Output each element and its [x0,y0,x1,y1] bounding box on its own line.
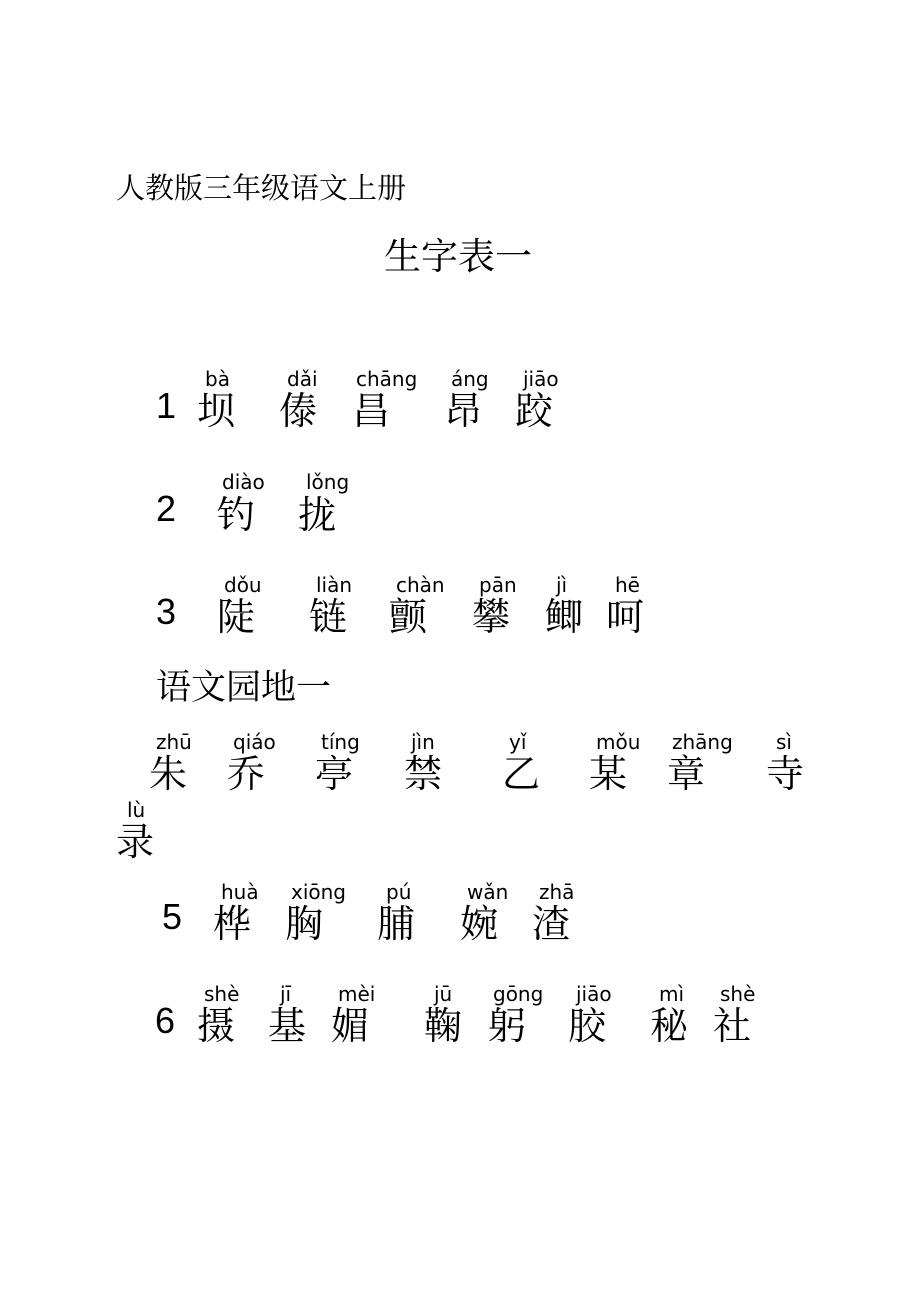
hanzi: 昌 [352,389,391,433]
hanzi: 鲫 [545,595,584,639]
hanzi: 亭 [315,752,354,796]
pinyin: mì [659,982,685,1006]
pinyin: hē [615,573,640,597]
row-number: 1 [156,385,177,426]
pinyin: dǒu [224,573,262,597]
pinyin: sì [776,730,792,754]
hanzi: 朱 [149,752,188,796]
row-number: 6 [155,1000,176,1041]
pinyin: shè [204,982,240,1006]
pinyin: chàn [396,573,445,597]
hanzi: 婉 [460,902,499,946]
section-title: 语文园地一 [156,668,332,708]
pinyin: tíng [321,730,360,754]
hanzi: 基 [268,1004,307,1048]
pinyin: jiāo [523,367,559,391]
pinyin: chāng [356,367,418,391]
hanzi: 乙 [502,752,541,796]
pinyin: zhā [539,880,575,904]
pinyin: huà [221,880,259,904]
pinyin: jiāo [576,982,612,1006]
pinyin: lǒng [306,470,350,494]
hanzi: 拢 [298,493,337,537]
pinyin: áng [451,367,489,391]
hanzi: 媚 [331,1004,370,1048]
pinyin: zhū [156,730,192,754]
pinyin: qiáo [233,730,276,754]
pinyin: zhāng [672,730,733,754]
pinyin: jū [434,982,453,1006]
hanzi: 钓 [217,493,256,537]
document-title: 生字表一 [384,235,532,278]
pinyin: shè [720,982,756,1006]
hanzi: 渣 [532,902,571,946]
pinyin: wǎn [467,880,509,904]
hanzi: 昂 [444,389,483,433]
hanzi: 胸 [285,902,324,946]
hanzi: 坝 [197,389,236,433]
row-number: 3 [156,591,177,632]
hanzi: 某 [589,752,628,796]
row-number: 2 [156,488,177,529]
hanzi: 社 [713,1004,752,1048]
pinyin: gōng [493,982,544,1006]
hanzi: 攀 [472,595,511,639]
hanzi: 傣 [279,389,318,433]
pinyin: mèi [338,982,376,1006]
hanzi: 呵 [606,595,645,639]
hanzi: 章 [667,752,706,796]
pinyin: yǐ [509,730,527,754]
hanzi: 躬 [488,1004,527,1048]
hanzi: 摄 [197,1004,236,1048]
hanzi: 桦 [213,902,252,946]
hanzi: 秘 [650,1004,689,1048]
pinyin: diào [222,470,265,494]
pinyin: jìn [411,730,435,754]
pinyin: pú [386,880,412,904]
hanzi: 脯 [377,902,416,946]
pinyin: mǒu [596,730,641,754]
document-subtitle: 人教版三年级语文上册 [116,171,407,205]
hanzi: 鞠 [424,1004,463,1048]
pinyin: jì [556,573,568,597]
pinyin: dǎi [287,367,318,391]
hanzi: 链 [309,595,348,639]
pinyin: liàn [316,573,353,597]
row-number: 5 [162,896,183,937]
hanzi: 乔 [227,752,266,796]
hanzi: 禁 [404,752,443,796]
hanzi: 寺 [766,752,805,796]
pinyin: xiōng [291,880,346,904]
hanzi: 陡 [217,595,256,639]
pinyin: lù [127,798,146,822]
pinyin: pān [479,573,517,597]
hanzi: 胶 [568,1004,607,1048]
hanzi: 跤 [515,389,554,433]
pinyin: jī [280,982,292,1006]
hanzi: 颤 [389,595,428,639]
hanzi: 录 [116,820,155,864]
pinyin: bà [205,367,230,391]
